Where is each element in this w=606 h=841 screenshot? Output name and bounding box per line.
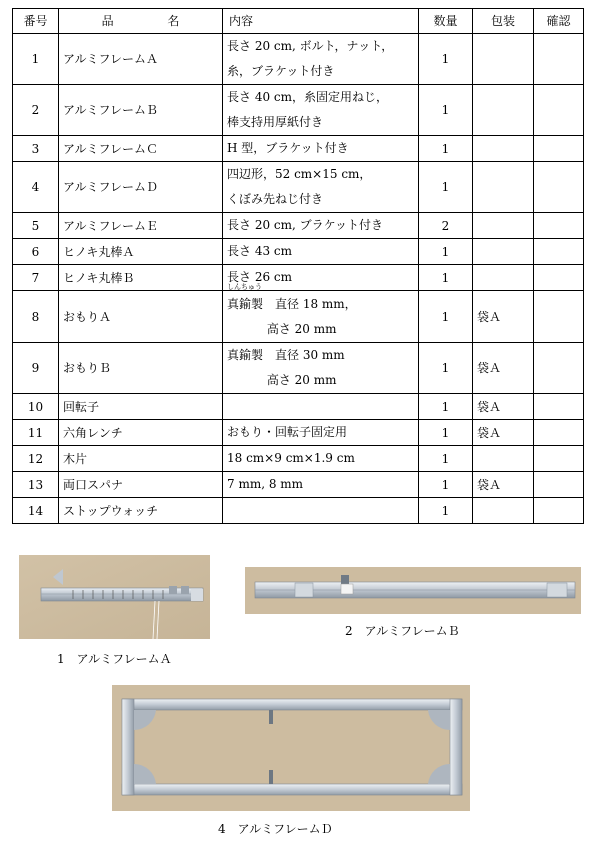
row-number: 3 xyxy=(13,136,59,162)
row-description xyxy=(223,446,419,472)
row-package xyxy=(473,162,534,213)
row-package xyxy=(473,446,534,472)
caption-frame-a: 1 アルミフレームＡ xyxy=(57,652,172,666)
row-quantity: 1 xyxy=(419,34,473,85)
row-quantity: 1 xyxy=(419,265,473,291)
row-quantity: 1 xyxy=(419,472,473,498)
header-name-part1: 品 xyxy=(101,14,114,28)
parts-list-table xyxy=(12,8,584,524)
row-check-box[interactable] xyxy=(534,136,584,162)
row-number: 1 xyxy=(13,34,59,85)
row-check-box[interactable] xyxy=(534,213,584,239)
row-quantity: 1 xyxy=(419,136,473,162)
row-package xyxy=(473,265,534,291)
photo-frame-b xyxy=(245,567,581,614)
row-item-name: おもりＢ xyxy=(59,343,223,394)
description-line xyxy=(227,282,414,317)
frame-a-illustration xyxy=(19,555,210,639)
description-line: 長さ 20 cm, ブラケット付き xyxy=(227,218,384,232)
description-line: 長さ 40 cm，糸固定用ねじ， xyxy=(227,90,388,104)
photo-frame-a xyxy=(19,555,210,639)
description-line: 棒支持用厚紙付き xyxy=(227,115,324,129)
row-item-name: 木片 xyxy=(59,446,223,472)
table-row xyxy=(13,343,584,394)
row-item-name: アルミフレームＥ xyxy=(59,213,223,239)
row-description xyxy=(223,343,419,394)
caption-frame-b: 2 アルミフレームＢ xyxy=(345,624,460,638)
row-description xyxy=(223,498,419,524)
row-number: 10 xyxy=(13,394,59,420)
row-package: 袋Ａ xyxy=(473,472,534,498)
row-quantity: 1 xyxy=(419,162,473,213)
row-item-name: 回転子 xyxy=(59,394,223,420)
caption-frame-d: 4 アルミフレームＤ xyxy=(218,822,333,836)
description-line: 長さ 20 cm, ボルト，ナット， xyxy=(227,39,394,53)
row-item-name: アルミフレームＤ xyxy=(59,162,223,213)
description-line xyxy=(227,498,414,523)
row-number: 4 xyxy=(13,162,59,213)
row-description xyxy=(223,472,419,498)
row-package: 袋Ａ xyxy=(473,291,534,343)
header-name xyxy=(59,9,223,34)
row-number: 12 xyxy=(13,446,59,472)
row-item-name: 六角レンチ xyxy=(59,420,223,446)
row-check-box[interactable] xyxy=(534,265,584,291)
row-quantity: 1 xyxy=(419,343,473,394)
row-number: 7 xyxy=(13,265,59,291)
row-check-box[interactable] xyxy=(534,420,584,446)
row-item-name: アルミフレームＣ xyxy=(59,136,223,162)
row-description xyxy=(223,34,419,85)
row-item-name: アルミフレームＡ xyxy=(59,34,223,85)
frame-b-illustration xyxy=(245,567,581,614)
row-quantity: 1 xyxy=(419,291,473,343)
table-row xyxy=(13,498,584,524)
row-package: 袋Ａ xyxy=(473,420,534,446)
row-package xyxy=(473,136,534,162)
row-number: 11 xyxy=(13,420,59,446)
row-number: 14 xyxy=(13,498,59,524)
table-row xyxy=(13,265,584,291)
table-row xyxy=(13,420,584,446)
row-description xyxy=(223,85,419,136)
description-line: 糸，ブラケット付き xyxy=(227,64,335,78)
table-row xyxy=(13,213,584,239)
row-check-box[interactable] xyxy=(534,239,584,265)
description-line: くぼみ先ねじ付き xyxy=(227,192,324,206)
table-row xyxy=(13,239,584,265)
row-package xyxy=(473,213,534,239)
description-line-with-ruby xyxy=(227,282,357,317)
photo-frame-d xyxy=(112,685,470,811)
header-qty: 数量 xyxy=(419,9,473,34)
table-row xyxy=(13,34,584,85)
row-check-box[interactable] xyxy=(534,498,584,524)
row-check-box[interactable] xyxy=(534,85,584,136)
table-row xyxy=(13,85,584,136)
description-line: 7 mm, 8 mm xyxy=(227,477,304,491)
row-package: 袋Ａ xyxy=(473,343,534,394)
row-check-box[interactable] xyxy=(534,291,584,343)
row-item-name: ストップウォッチ xyxy=(59,498,223,524)
description-line xyxy=(227,394,414,419)
row-check-box[interactable] xyxy=(534,343,584,394)
row-number: 2 xyxy=(13,85,59,136)
row-package xyxy=(473,85,534,136)
header-pkg: 包装 xyxy=(473,9,534,34)
table-row xyxy=(13,136,584,162)
row-number: 6 xyxy=(13,239,59,265)
description-line: 高さ 20 mm xyxy=(227,373,337,387)
header-no: 番号 xyxy=(13,9,59,34)
row-item-name: 両口スパナ xyxy=(59,472,223,498)
row-check-box[interactable] xyxy=(534,34,584,85)
header-name-part2: 名 xyxy=(167,14,180,28)
row-number: 8 xyxy=(13,291,59,343)
table-row xyxy=(13,394,584,420)
row-description xyxy=(223,136,419,162)
row-number: 5 xyxy=(13,213,59,239)
description-line: 高さ 20 mm xyxy=(227,321,337,336)
row-item-name: ヒノキ丸棒Ａ xyxy=(59,239,223,265)
row-quantity: 1 xyxy=(419,420,473,446)
furigana-reading: しんちゅう xyxy=(227,282,262,291)
row-check-box[interactable] xyxy=(534,162,584,213)
description-line: おもり・回転子固定用 xyxy=(227,425,348,439)
row-package xyxy=(473,34,534,85)
row-package xyxy=(473,498,534,524)
description-line: 真鍮製 直径 30 mm xyxy=(227,348,345,362)
row-description xyxy=(223,239,419,265)
row-quantity: 1 xyxy=(419,498,473,524)
row-description xyxy=(223,282,419,343)
row-item-name: おもりＡ xyxy=(59,291,223,343)
table-row xyxy=(13,446,584,472)
row-package: 袋Ａ xyxy=(473,394,534,420)
row-check-box[interactable] xyxy=(534,446,584,472)
row-quantity: 2 xyxy=(419,213,473,239)
row-item-name: ヒノキ丸棒Ｂ xyxy=(59,265,223,291)
header-desc: 内容 xyxy=(223,9,419,34)
row-quantity: 1 xyxy=(419,394,473,420)
description-line: 18 cm×9 cm×1.9 cm xyxy=(227,451,355,465)
description-line: 四辺形，52 cm×15 cm， xyxy=(227,167,372,181)
row-number: 13 xyxy=(13,472,59,498)
row-package xyxy=(473,239,534,265)
row-quantity: 1 xyxy=(419,85,473,136)
row-description xyxy=(223,162,419,213)
row-quantity: 1 xyxy=(419,239,473,265)
row-description xyxy=(223,394,419,420)
row-description xyxy=(223,213,419,239)
description-text: 真鍮製 直径 18 mm， xyxy=(227,296,357,311)
description-line: H 型，ブラケット付き xyxy=(227,141,349,155)
row-description xyxy=(223,420,419,446)
row-check-box[interactable] xyxy=(534,472,584,498)
row-number: 9 xyxy=(13,343,59,394)
table-header-row xyxy=(13,9,584,34)
row-quantity: 1 xyxy=(419,446,473,472)
table-row xyxy=(13,162,584,213)
description-line: 長さ 26 cm xyxy=(227,270,292,284)
table-row xyxy=(13,472,584,498)
description-line: 長さ 43 cm xyxy=(227,244,292,258)
row-item-name: アルミフレームＢ xyxy=(59,85,223,136)
header-check: 確認 xyxy=(534,9,584,34)
table-row xyxy=(13,291,584,343)
frame-d-illustration xyxy=(112,685,470,811)
row-check-box[interactable] xyxy=(534,394,584,420)
